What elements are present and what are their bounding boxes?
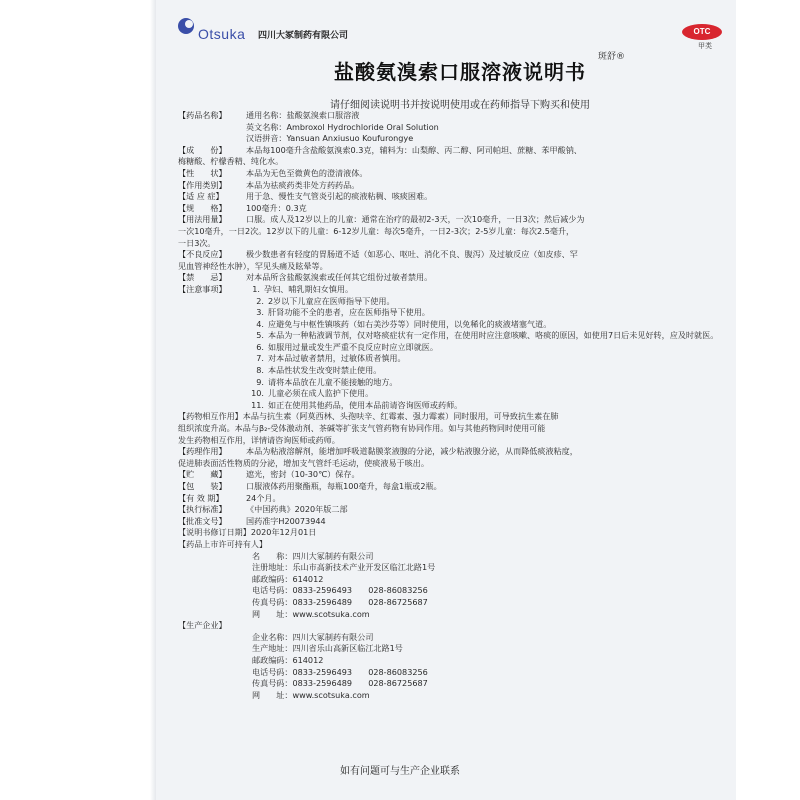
indication-text: 用于急、慢性支气管炎引起的痰液粘稠、咳痰困难。 [246,191,433,202]
caution-item-7: 7. 对本品过敏者禁用，过敏体质者慎用。 [256,353,406,364]
interaction-text-3: 发生药物相互作用，详情请咨询医师或药师。 [178,434,340,445]
spec-row [178,203,723,215]
caution-item-4: 4. 应避免与中枢性镇咳药（如右美沙芬等）同时使用，以免稀化的痰液堵塞气道。 [256,318,552,329]
mah-name: 名 称：四川大冢制药有限公司 [252,550,374,561]
section-label: 【规 格】 [178,202,227,213]
storage-row [178,469,723,481]
section-label: 【批准文号】 [178,515,227,526]
company-name-header: 四川大冢制药有限公司 [258,31,349,41]
package-text: 口服液体药用聚酯瓶，每瓶100毫升，每盒1瓶或2瓶。 [246,481,442,491]
adverse-text: 极少数患者有轻度的胃肠道不适（如恶心、呕吐、消化不良、腹泻）及过敏反应（如皮疹、罕 [246,249,578,260]
pinyin-name: 汉语拼音：Yansuan Anxiusuo Koufurongye [246,133,414,144]
standard-row [178,504,723,516]
mah-postcode: 邮政编码：614012 [252,573,324,584]
section-label: 【药品名称】 [178,110,227,120]
composition-text-2: 梅糖酸、柠檬香精、纯化水。 [178,156,284,167]
composition-row [178,145,723,157]
approval-row [178,516,723,528]
indication-row [178,191,723,203]
dosage-text: 口服。成人及12岁以上的儿童：通常在治疗的最初2-3天，一次10毫升，一日3次；然后减少为 [246,214,585,225]
mah-fax: 传真号码：0833-2596489 028-86725687 [252,596,428,607]
contact-footer: 如有问题可与生产企业联系 [340,766,460,777]
leaflet-header [176,10,724,50]
document-title: 盐酸氨溴索口服溶液说明书 [334,60,586,84]
validity-row [178,493,723,505]
section-label: 【不良反应】 [178,249,227,260]
standard-text: 《中国药典》2020年版二部 [246,504,348,515]
validity-text: 24个月。 [246,492,281,503]
storage-text: 遮光，密封（10-30℃）保存。 [246,469,360,480]
leaflet-body [178,110,723,701]
section-label: 【注意事项】 [178,283,227,294]
section-label: 【药理作用】 [178,446,227,457]
dosage-text-2: 一次10毫升，一日2次。12岁以下的儿童：6-12岁儿童：每次5毫升，一日2-3次；2-5岁儿童：每次2.5毫升， [178,225,575,236]
caution-item-3: 3. 肝肾功能不全的患者，应在医师指导下使用。 [256,307,430,318]
composition-text: 本品每100毫升含盐酸氨溴索0.3克，辅料为：山梨醇、丙二醇、阿司帕坦、蔗糖、苯甲酸钠、 [246,144,582,155]
package-row [178,481,723,493]
manufacturer-fax: 传真号码：0833-2596489 028-86725687 [252,678,428,689]
usage-notice: 请仔细阅读说明书并按说明使用或在药师指导下购买和使用 [330,100,590,111]
english-name: 英文名称：Ambroxol Hydrochloride Oral Solution [246,121,439,132]
section-label: 【用法用量】 [178,214,227,225]
pharmacology-row [178,446,723,458]
caution-item-2: 2. 2岁以下儿童应在医师指导下使用。 [256,295,395,306]
section-label: 【执行标准】 [178,504,227,515]
adverse-row [178,249,723,261]
drug-name-row [178,110,723,122]
section-label: 【性 状】 [178,167,227,178]
category-text: 本品为祛痰药类非处方药药品。 [246,179,360,190]
manufacturer-postcode: 邮政编码：614012 [252,654,324,665]
section-label: 【有 效 期】 [178,492,224,503]
manufacturer-name: 企业名称：四川大冢制药有限公司 [252,631,374,642]
approval-text: 国药准字H20073944 [246,515,326,526]
section-label: 【禁 忌】 [178,272,227,283]
adverse-text-2: 见血管神经性水肿），罕见头痛及眩晕等。 [178,260,328,271]
generic-name: 通用名称：盐酸氨溴索口服溶液 [246,110,360,120]
pharmacology-text-2: 促进肺表面活性物质的分泌，增加支气管纤毛运动，使痰液易于咳出。 [178,457,429,468]
section-label: 【成 份】 [178,144,227,155]
contraindication-text: 对本品所含盐酸氨溴索或任何其它组份过敏者禁用。 [246,272,433,283]
otc-class-label: 甲类 [698,42,712,50]
interaction-row [178,411,723,423]
dosage-row [178,214,723,226]
mah-address: 注册地址：乐山市高新技术产业开发区临江北路1号 [252,562,436,573]
revision-row [178,527,723,539]
section-label: 【适 应 症】 [178,191,224,202]
appearance-row [178,168,723,180]
section-label: 【贮 藏】 [178,469,227,480]
manufacturer-label: 【生产企业】 [178,620,227,631]
section-label: 【药物相互作用】 [178,411,243,422]
section-label: 【说明书修订日期】 [178,527,251,538]
manufacturer-website: 网 址：www.scotsuka.com [252,689,370,700]
dosage-text-3: 一日3次。 [178,237,216,248]
revision-text: 2020年12月01日 [250,527,317,538]
section-label: 【包 装】 [178,481,227,491]
caution-item-11: 11. 如正在使用其他药品，使用本品前请咨询医师或药师。 [251,399,463,410]
caution-item-6: 6. 如服用过量或发生严重不良反应时应立即就医。 [256,341,438,352]
contraindication-row [178,272,723,284]
brand-name: 斑舒® [598,52,626,62]
caution-item-9: 9. 请将本品放在儿童不能接触的地方。 [256,376,398,387]
manufacturer-phone: 电话号码：0833-2596493 028-86083256 [252,666,428,677]
interaction-text: 本品与抗生素（阿莫西林、头孢呋辛、红霉素、强力霉素）同时服用，可导致抗生素在肺 [242,411,559,422]
mah-website: 网 址：www.scotsuka.com [252,608,370,619]
spec-text: 100毫升：0.3克 [246,202,307,213]
otc-badge: OTC [682,24,722,40]
interaction-text-2: 组织浓度升高。本品与β₂-受体激动剂、茶碱等扩张支气管药物有协同作用。如与其他药物同时使用可能 [178,423,546,434]
category-row [178,180,723,192]
logo-text: Otsuka [198,26,246,42]
appearance-text: 本品为无色至微黄色的澄清液体。 [246,167,368,178]
caution-item-10: 10. 儿童必须在成人监护下使用。 [251,388,374,399]
caution-item-8: 8. 本品性状发生改变时禁止使用。 [256,365,382,376]
mah-label: 【药品上市许可持有人】 [178,538,268,549]
caution-header-row [178,284,723,296]
pharmacology-text: 本品为粘液溶解剂，能增加呼吸道黏膜浆液腺的分泌，减少粘液腺分泌，从而降低痰液粘度， [246,446,578,457]
caution-item-5: 5. 本品为一种粘液调节剂，仅对咯痰症状有一定作用，在使用时应注意咳嗽、咯痰的原因，如使用7日后未见好转，应及时就医。 [256,330,719,341]
caution-item-1: 1. 孕妇、哺乳期妇女慎用。 [252,283,354,294]
section-label: 【作用类别】 [178,179,227,190]
manufacturer-address: 生产地址：四川省乐山高新区临江北路1号 [252,643,403,654]
mah-phone: 电话号码：0833-2596493 028-86083256 [252,585,428,596]
